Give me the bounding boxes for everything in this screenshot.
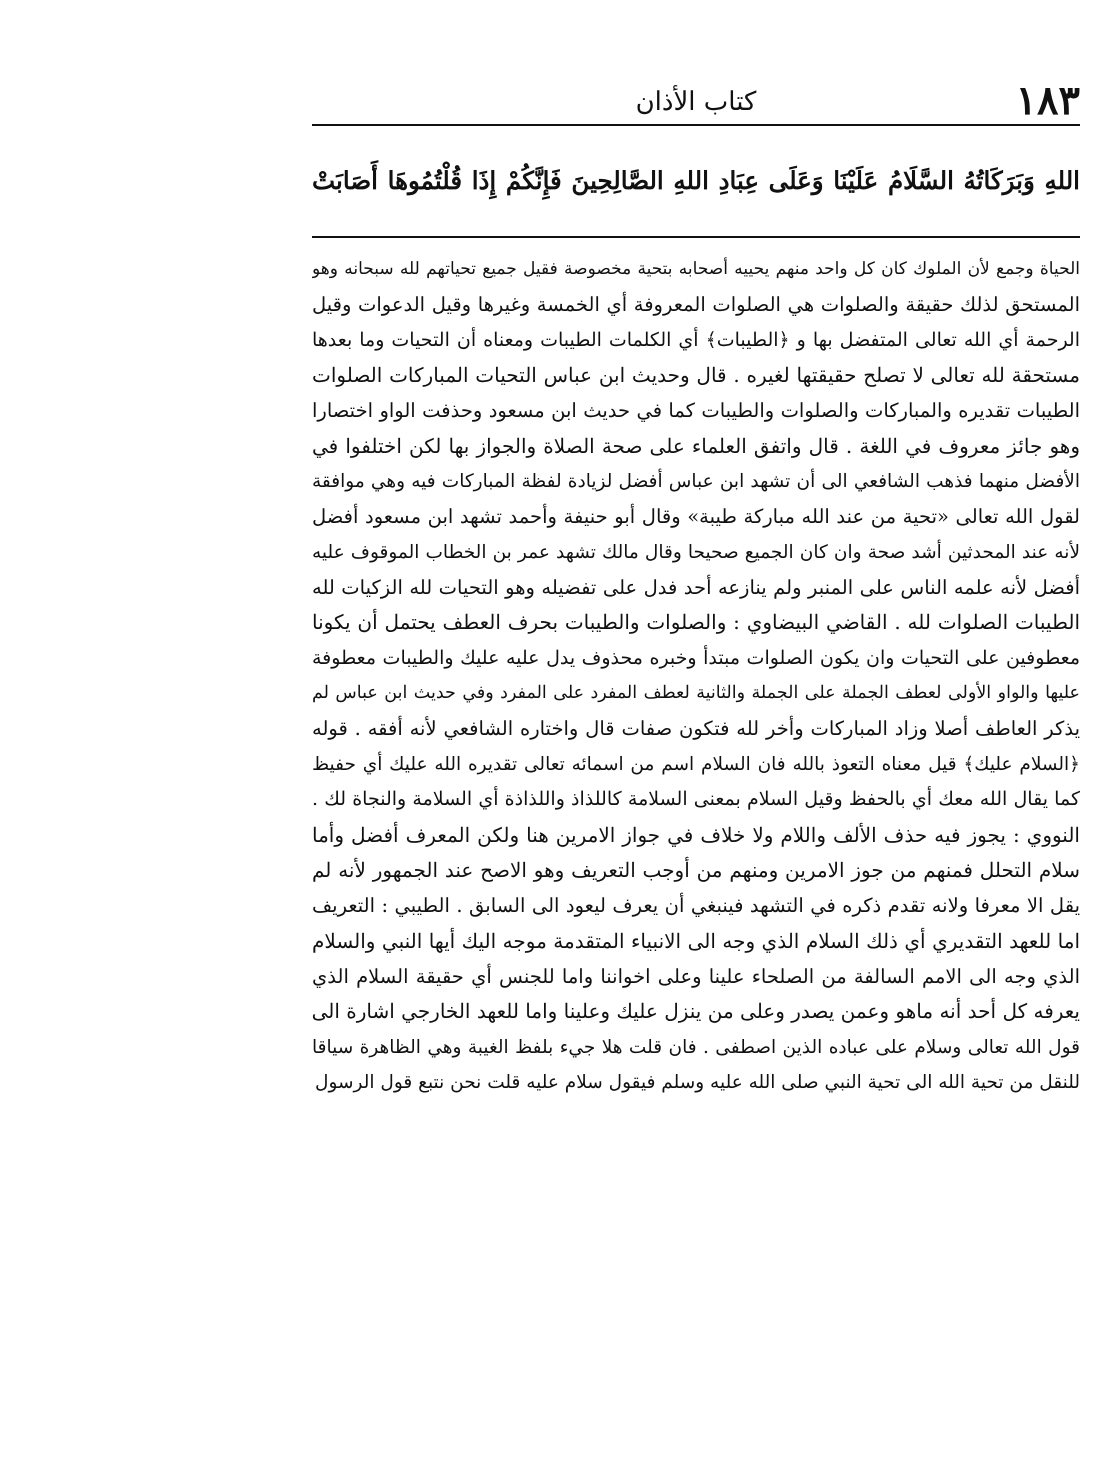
commentary-line: يعرفه كل أحد أنه ماهو وعمن يصدر وعلى من ينزل عليك وعلينا واما للعهد الخارجي اشارة الى (312, 999, 1080, 1024)
commentary-line: الذي وجه الى الامم السالفة من الصلحاء علينا وعلى اخواننا واما للجنس أي حقيقة السلام الذي (312, 964, 1080, 988)
header-rule (312, 124, 1080, 126)
commentary-line: للنقل من تحية الله الى تحية النبي صلى الله عليه وسلم فيقول سلام عليه قلت نحن نتبع قول الرسول (315, 1071, 1080, 1093)
commentary-line: الحياة وجمع لأن الملوك كان كل واحد منهم يحييه أصحابه بتحية مخصوصة فقيل جميع تحياتهم لله سبحانه وهو (312, 259, 1080, 279)
commentary-line: وهو جائز معروف في اللغة . قال واتفق العلماء على صحة الصلاة والجواز بها لكن اختلفوا في (312, 433, 1080, 458)
commentary-line: النووي : يجوز فيه حذف الألف واللام ولا خلاف في جواز الامرين هنا ولكن المعرف أفضل وأما (312, 822, 1080, 847)
hadith-text: اللهِ وَبَرَكَاتُهُ السَّلَامُ عَلَيْنَا وَعَلَى عِبَادِ اللهِ الصَّالِحِينَ فَإِنَّكُمْ إِذَا قُلْتُمُوهَا أَصَابَتْ (312, 166, 1080, 195)
commentary-line: الرحمة أي الله تعالى المتفضل بها و ﴿الطيبات﴾ أي الكلمات الطيبات ومعناه أن التحيات وما بعدها (312, 328, 1080, 351)
commentary-line: المستحق لذلك حقيقة والصلوات هي الصلوات المعروفة أي الخمسة وغيرها وقيل الدعوات وقيل (312, 293, 1080, 317)
commentary-body (312, 252, 1080, 1100)
commentary-line: لقول الله تعالى «تحية من عند الله مباركة طيبة» وقال أبو حنيفة وأحمد تشهد ابن مسعود أفضل (312, 505, 1080, 529)
section-divider (312, 236, 1080, 238)
commentary-line: الطيبات الصلوات لله . القاضي البيضاوي : والصلوات والطيبات بحرف العطف يحتمل أن يكونا (312, 610, 1080, 635)
commentary-line: كما يقال الله معك أي بالحفظ وقيل السلام بمعنى السلامة كاللذاذ واللذاذة أي السلامة والنجاة لك . (312, 788, 1080, 811)
commentary-line: ﴿السلام عليك﴾ قيل معناه التعوذ بالله فان السلام اسم من اسمائه تعالى تقديره الله عليك أي حفيظ (312, 753, 1080, 775)
page-number: ١٨٣ (1015, 77, 1080, 124)
page-header (312, 78, 1080, 124)
commentary-line: الأفضل منهما فذهب الشافعي الى أن تشهد ابن عباس أفضل لزيادة لفظة المباركات فيه وهي موافقة (312, 471, 1080, 493)
commentary-line: لأنه عند المحدثين أشد صحة وان كان الجميع صحيحا وقال مالك تشهد عمر بن الخطاب الموقوف عليه (312, 541, 1080, 563)
commentary-line: معطوفين على التحيات وان يكون الصلوات مبتدأ وخبره محذوف يدل عليه عليك والطيبات معطوفة (312, 646, 1080, 669)
running-title: كتاب الأذان (635, 87, 757, 117)
commentary-line: أفضل لأنه علمه الناس على المنبر ولم ينازعه أحد فدل على تفضيله وهو التحيات لله الزكيات لله (312, 576, 1080, 600)
commentary-line: مستحقة لله تعالى لا تصلح حقيقتها لغيره . قال وحديث ابن عباس التحيات المباركات الصلوات (312, 363, 1080, 388)
commentary-line: اما للعهد التقديري أي ذلك السلام الذي وجه الى الانبياء المتقدمة موجه اليك أيها النبي والسلام (312, 928, 1080, 953)
commentary-line: يذكر العاطف أصلا وزاد المباركات وأخر لله فتكون صفات قال واختاره الشافعي لأنه أفقه . قوله (312, 717, 1080, 741)
commentary-line: قول الله تعالى وسلام على عباده الذين اصطفى . فان قلت هلا جيء بلفظ الغيبة وهي الظاهرة سياقا (312, 1036, 1080, 1058)
commentary-line: عليها والواو الأولى لعطف الجملة على الجملة والثانية لعطف المفرد على المفرد وفي حديث ابن عباس لم (312, 683, 1080, 704)
commentary-line: الطيبات تقديره والمباركات والصلوات والطيبات كما في حديث ابن مسعود وحذفت الواو اختصارا (312, 399, 1080, 423)
commentary-line: يقل الا معرفا ولانه تقدم ذكره في التشهد فينبغي أن يعرف ليعود الى السابق . الطيبي : التعريف (312, 894, 1080, 918)
commentary-line: سلام التحلل فمنهم من جوز الامرين ومنهم من أوجب التعريف وهو الاصح عند الجمهور لأنه لم (312, 857, 1080, 882)
